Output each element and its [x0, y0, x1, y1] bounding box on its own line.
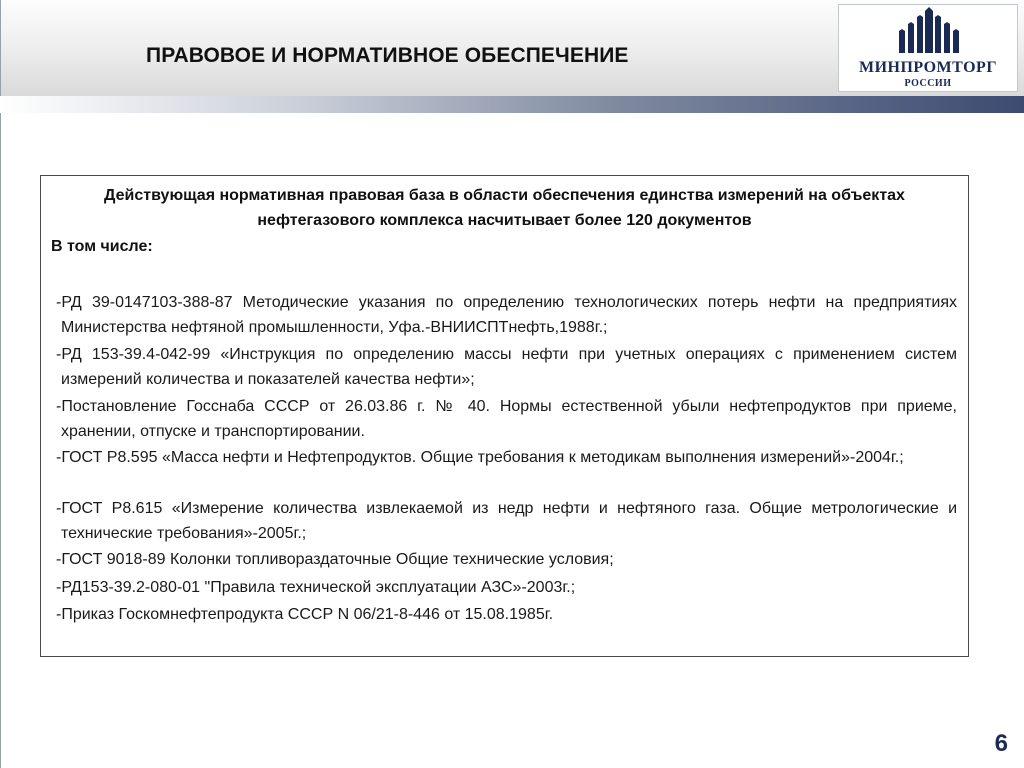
subheading: В том числе: — [51, 238, 153, 255]
header-divider — [0, 96, 1024, 113]
document-item: -Постановление Госснаба СССР от 26.03.86 г. № 40. Нормы естественной убыли нефтепродуктов при приеме, хранении, отпуске и транспортировании. — [56, 398, 957, 440]
document-item: -ГОСТ 9018-89 Колонки топливораздаточные Общие технические условия; — [56, 551, 614, 568]
left-frame-line — [0, 113, 1, 768]
document-item: -Приказ Госкомнефтепродукта СССР N 06/21-8-446 от 15.08.1985г. — [56, 606, 554, 623]
ministry-logo — [838, 4, 1018, 92]
document-item: -ГОСТ Р8.615 «Измерение количества извлекаемой из недр нефти и нефтяного газа. Общие метрологические и технические требования»-2005г.; — [56, 500, 957, 542]
document-item: -ГОСТ Р8.595 «Масса нефти и Нефтепродуктов. Общие требования к методикам выполнения измерений»-2004г.; — [56, 449, 904, 466]
logo-name: МИНПРОМТОРГ — [858, 59, 998, 76]
logo-subname: РОССИИ — [904, 78, 952, 89]
page-number: 6 — [994, 730, 1008, 757]
intro-text: Действующая нормативная правовая база в области обеспечения единства измерений на объектах нефтегазового комплекса насчитывает более 120 документов — [104, 187, 905, 229]
ministry-building-logo-icon — [893, 7, 965, 55]
slide-title: ПРАВОВОЕ И НОРМАТИВНОЕ ОБЕСПЕЧЕНИЕ — [146, 44, 629, 67]
document-item: -РД153-39.2-080-01 "Правила технической эксплуатации АЗС»-2003г.; — [56, 579, 576, 596]
document-item: -РД 153-39.4-042-99 «Инструкция по определению массы нефти при учетных операциях с применением систем измерений количества и показателей качества нефти»; — [56, 346, 957, 388]
document-item: -РД 39-0147103-388-87 Методические указания по определению технологических потерь нефти на предприятиях Министерства нефтяной промышленности, Уфа.-ВНИИСПТнефть,1988г.; — [56, 294, 957, 336]
